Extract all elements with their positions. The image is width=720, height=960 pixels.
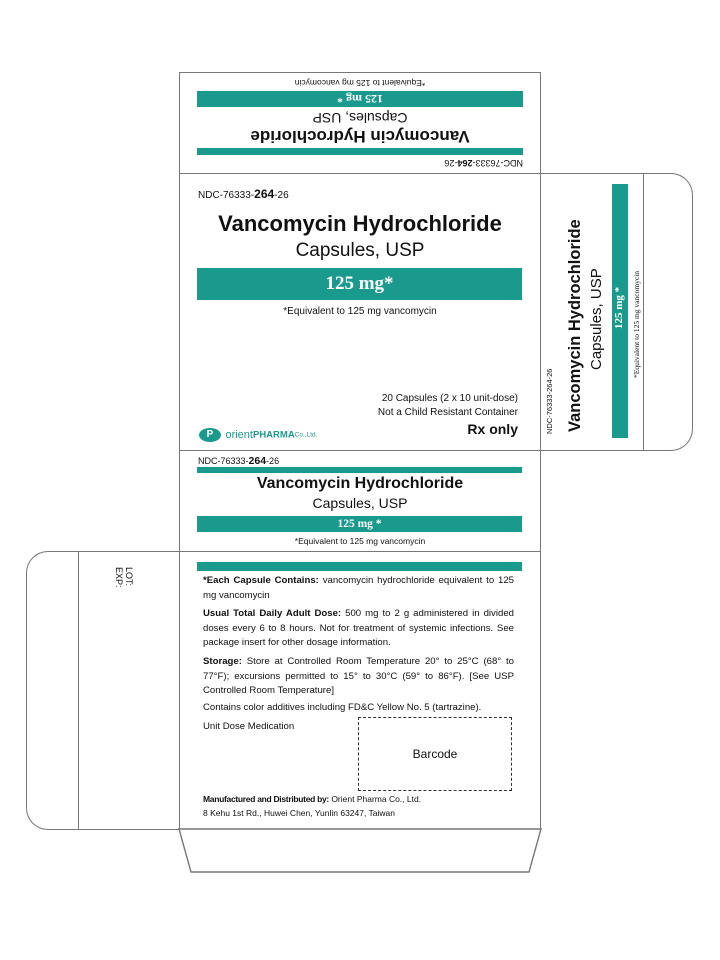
top-flap-strength: 125 mg * [197, 91, 523, 107]
end-strength-band: 125 mg * [197, 516, 522, 532]
end-ndc: NDC-76333-264-26 [198, 455, 280, 467]
back-contains: *Each Capsule Contains: vancomycin hydrochloride equivalent to 125 mg vancomycin [203, 575, 514, 601]
front-child-resistant: Not a Child Resistant Container [377, 407, 518, 418]
front-product-name: Vancomycin Hydrochloride [218, 211, 502, 236]
bottom-flap [176, 828, 544, 876]
top-flap-product-form: Capsules, USP [312, 110, 408, 126]
brand-word-co: Co.,Ltd. [294, 431, 318, 439]
brand-logo-icon: P [199, 428, 221, 442]
front-strength-band: 125 mg* [197, 268, 522, 300]
barcode-label: Barcode [412, 747, 458, 761]
brand-word-pharma: PHARMA [252, 429, 295, 441]
top-flap-ndc: NDC-76333-264-26 [444, 158, 523, 168]
end-product-name: Vancomycin Hydrochloride [256, 475, 464, 492]
top-flap-product-name: Vancomycin Hydrochloride [250, 127, 470, 146]
back-rule [197, 562, 522, 571]
left-glue-flap [26, 551, 79, 830]
top-flap-equivalence: *Equivalent to 125 mg vancomycin [294, 78, 426, 88]
side-strength: 125 mg * [613, 286, 625, 329]
brand-logo [199, 426, 317, 442]
back-storage: Storage: Store at Controlled Room Temperature 20° to 25°C (68° to 77°F); excursions permitted to 15° to 30°C (59° to 86°F). [See USP Controlled Room Temperature] [203, 656, 514, 696]
front-product-form: Capsules, USP [295, 240, 425, 261]
back-manufacturer: Manufactured and Distributed by: Orient Pharma Co., Ltd. [203, 794, 422, 804]
back-dose: Usual Total Daily Adult Dose: 500 mg to 2 g administered in divided doses every 6 to 8 hours. Not for treatment of systemic infections. See package insert for other dosage information. [203, 608, 514, 648]
end-equivalence: *Equivalent to 125 mg vancomycin [294, 536, 426, 546]
exp-label: EXP: [114, 567, 124, 588]
back-address: 8 Kehu 1st Rd., Huwei Chen, Yunlin 63247, Taiwan [203, 808, 396, 818]
right-side-tuck-flap [643, 173, 693, 451]
end-rule [197, 467, 522, 473]
back-unit-dose: Unit Dose Medication [203, 721, 295, 732]
front-quantity: 20 Capsules (2 x 10 unit-dose) [381, 393, 518, 404]
lot-exp-panel [78, 551, 180, 830]
side-product-name: Vancomycin Hydrochloride [566, 219, 584, 432]
front-rx-only: Rx only [467, 421, 518, 437]
end-product-form: Capsules, USP [312, 495, 408, 511]
front-ndc: NDC-76333-264-26 [198, 187, 289, 201]
side-equivalence: *Equivalent to 125 mg vancomycin [632, 270, 641, 378]
back-additives: Contains color additives including FD&C Yellow No. 5 (tartrazine). [203, 702, 482, 713]
side-ndc: NDC-76333-264-26 [545, 368, 554, 434]
top-flap-content [179, 72, 541, 174]
barcode-placeholder [358, 717, 512, 791]
lot-label: LOT: [124, 567, 134, 587]
lot-exp-block [104, 567, 134, 591]
front-equivalence: *Equivalent to 125 mg vancomycin [283, 306, 437, 317]
top-flap-rule [197, 148, 523, 155]
brand-word-orient: orient [225, 428, 253, 441]
side-product-form: Capsules, USP [588, 268, 605, 370]
